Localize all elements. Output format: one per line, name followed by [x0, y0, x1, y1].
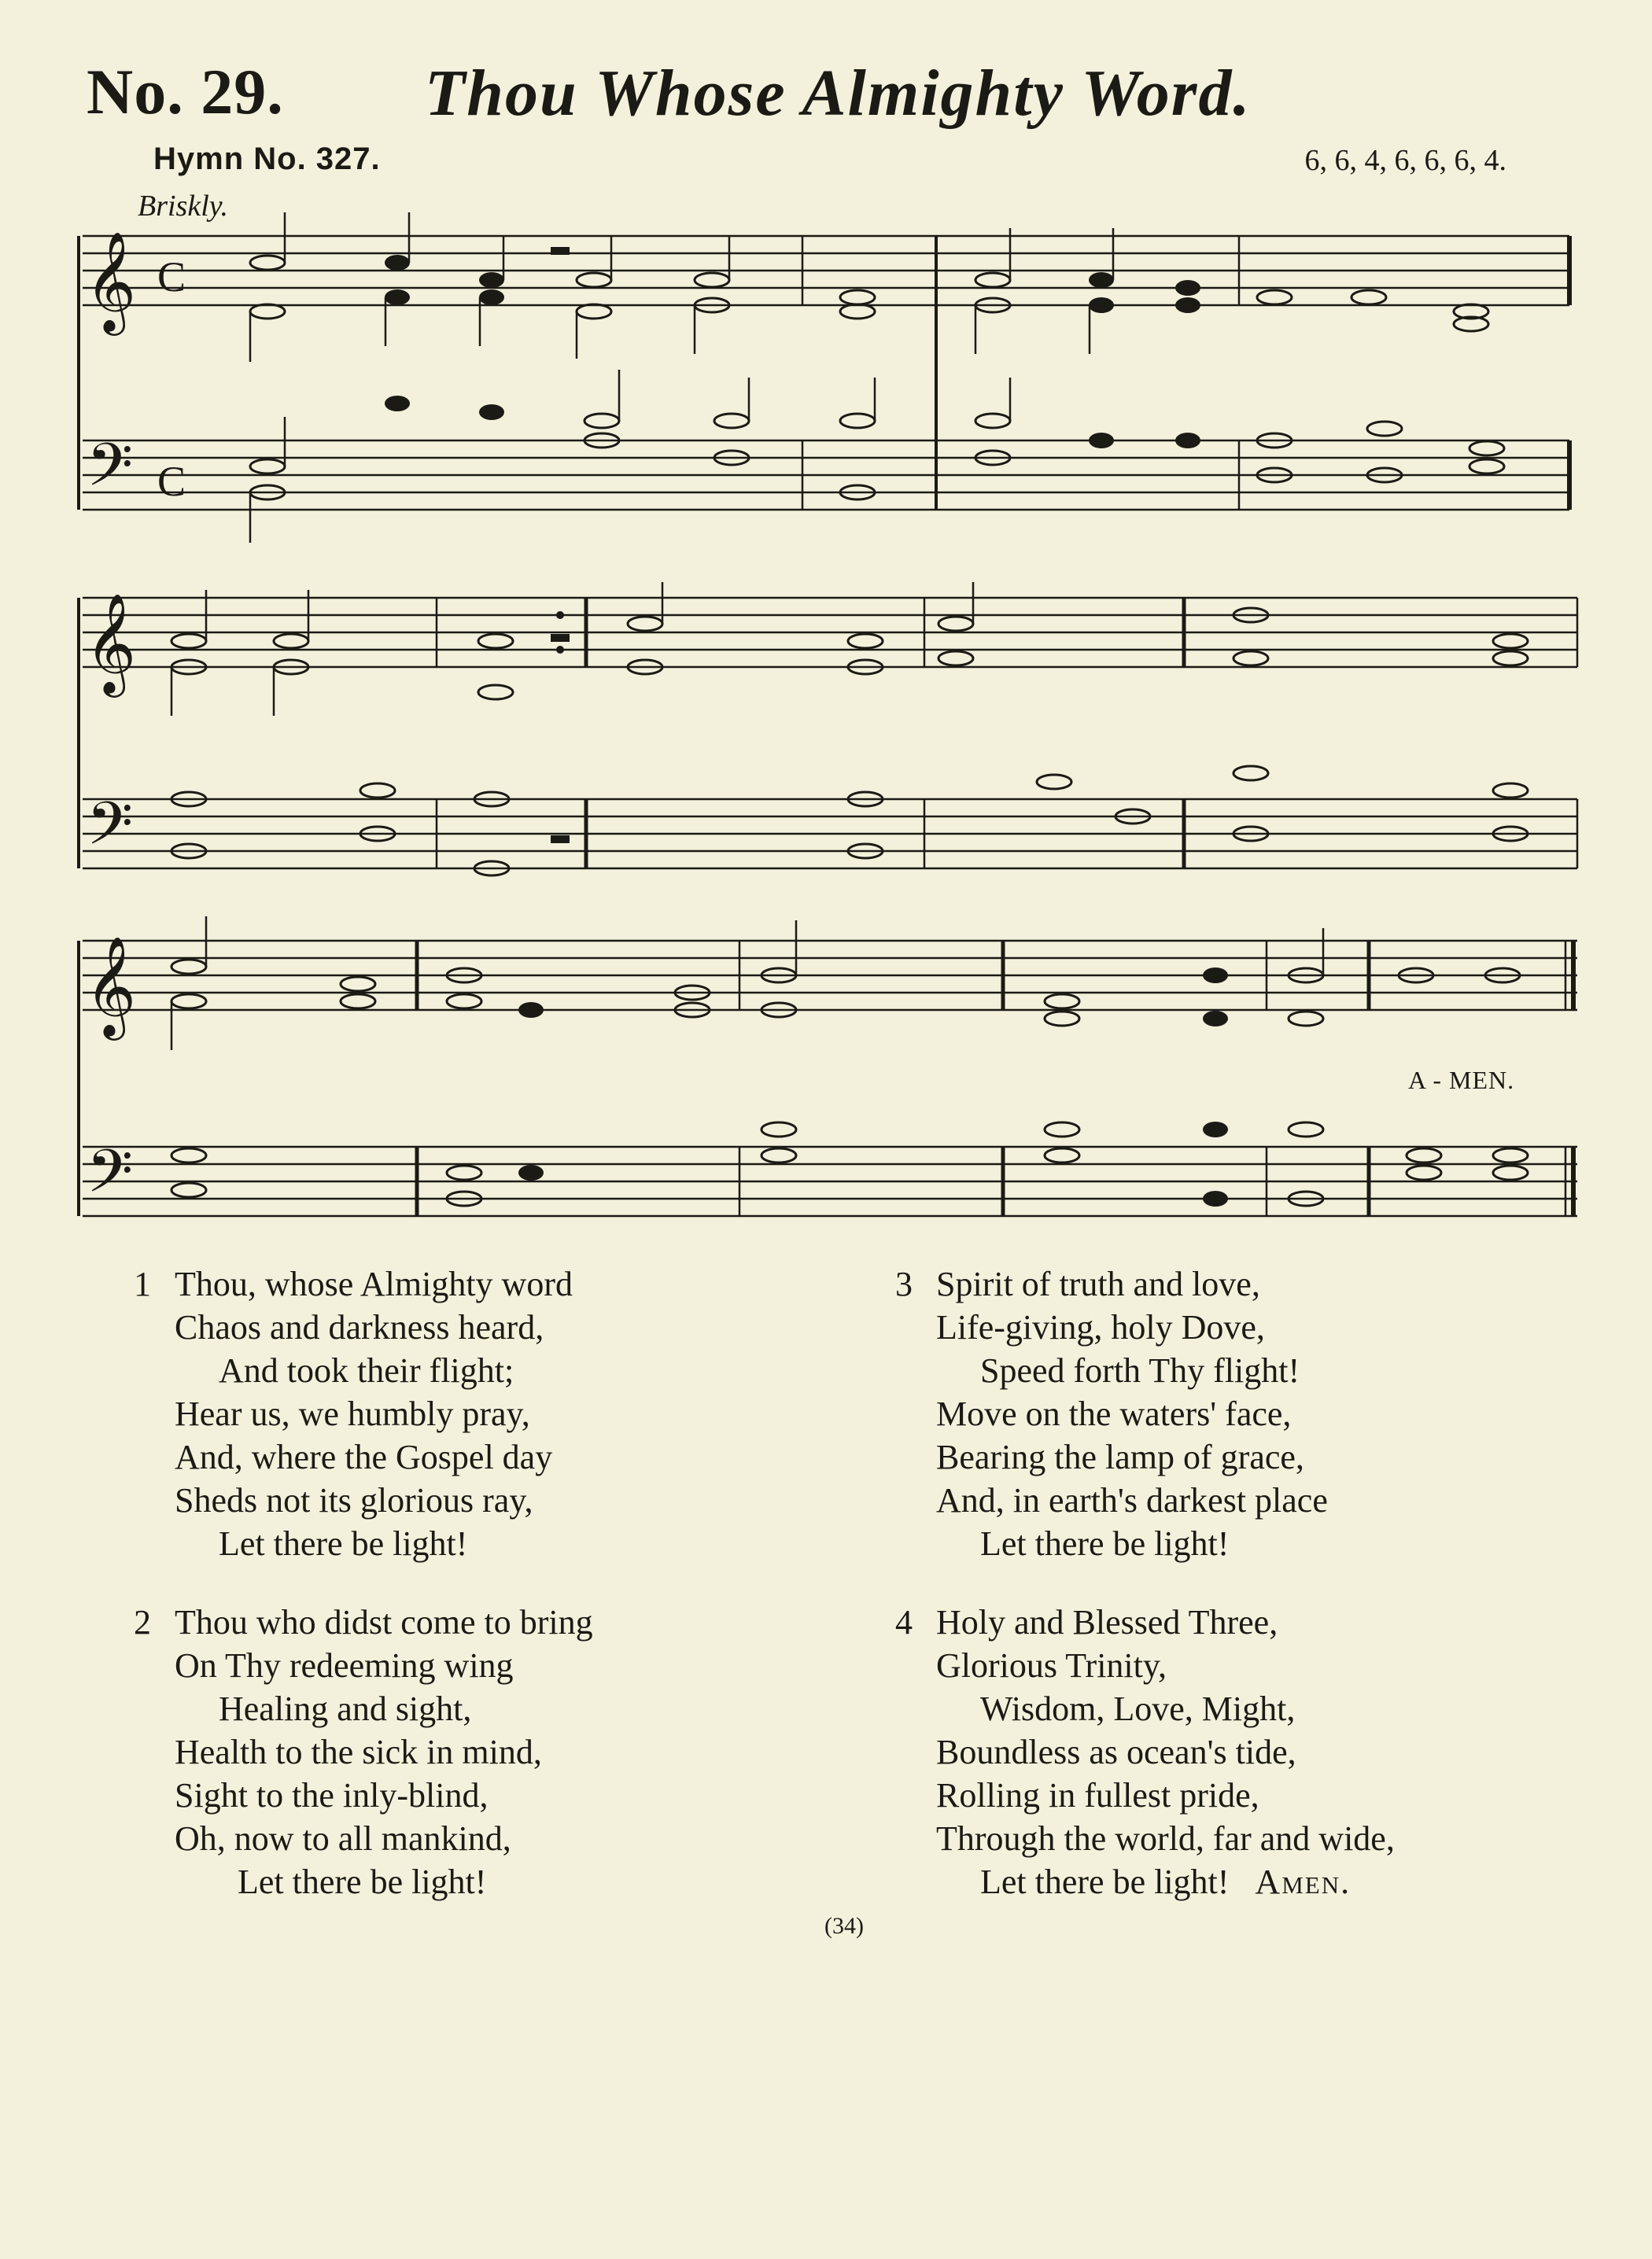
verse-number: 3: [895, 1265, 913, 1303]
verse-line: Healing and sight,: [219, 1690, 472, 1728]
verse-line: Let there be light!: [219, 1524, 468, 1563]
svg-text:𝄢: 𝄢: [87, 1137, 134, 1221]
staff-system-1-treble: [83, 236, 1569, 305]
verse-final-line: [936, 1860, 1395, 1903]
verse-line: Wisdom, Love, Might,: [980, 1690, 1296, 1728]
hymn-meter: 6, 6, 4, 6, 6, 6, 4.: [1304, 144, 1506, 177]
staff-system-1-bass: [83, 440, 1569, 510]
amen-lyric: A - MEN.: [1408, 1066, 1515, 1094]
amen-closing: Amen.: [1255, 1863, 1351, 1901]
verse-line: Glorious Trinity,: [936, 1646, 1167, 1685]
hymn-number: No. 29.: [87, 56, 284, 127]
verse-line: Hear us, we humbly pray,: [175, 1395, 530, 1433]
verse-line: Through the world, far and wide,: [936, 1819, 1395, 1858]
verse-line: Thou who didst come to bring: [175, 1603, 593, 1642]
svg-text:𝄞: 𝄞: [85, 592, 137, 693]
tempo-marking: Briskly.: [138, 190, 229, 223]
page-number: (34): [824, 1913, 864, 1939]
svg-text:𝄞: 𝄞: [85, 230, 137, 331]
svg-text:C: C: [157, 458, 186, 505]
staff-system-2-bass: [83, 799, 1577, 868]
verse-line: And took their flight;: [219, 1351, 514, 1390]
verse-line: And, in earth's darkest place: [936, 1481, 1328, 1520]
verse-line: Health to the sick in mind,: [175, 1733, 542, 1771]
verse-line: Move on the waters' face,: [936, 1395, 1292, 1433]
verse-line: Life-giving, holy Dove,: [936, 1308, 1265, 1347]
verse-line: Chaos and darkness heard,: [175, 1308, 544, 1347]
verse-line: And, where the Gospel day: [175, 1438, 553, 1476]
verse-line: Let there be light!: [980, 1863, 1230, 1901]
verse-line: On Thy redeeming wing: [175, 1646, 514, 1685]
verse-line: Spirit of truth and love,: [936, 1265, 1260, 1303]
verse-line: Oh, now to all mankind,: [175, 1819, 511, 1858]
verse-line: Let there be light!: [980, 1524, 1230, 1563]
verse-line: Sight to the inly-blind,: [175, 1776, 489, 1815]
svg-text:𝄢: 𝄢: [87, 430, 134, 514]
staff-system-3-bass: [83, 1147, 1577, 1216]
hymn-title: Thou Whose Almighty Word.: [425, 57, 1252, 130]
svg-text:C: C: [157, 253, 186, 300]
hymn-reference: Hymn No. 327.: [153, 142, 381, 176]
verse-line: Speed forth Thy flight!: [980, 1351, 1300, 1390]
verse-line: Sheds not its glorious ray,: [175, 1481, 533, 1520]
svg-text:𝄢: 𝄢: [87, 789, 134, 873]
verse-line: Boundless as ocean's tide,: [936, 1733, 1296, 1771]
staff-system-2-treble: [83, 598, 1577, 667]
verse-line: Bearing the lamp of grace,: [936, 1438, 1304, 1476]
verse-number: 4: [895, 1603, 913, 1642]
verse-line: Let there be light!: [238, 1863, 487, 1901]
verse-number: 1: [134, 1265, 151, 1303]
verse-line: Rolling in fullest pride,: [936, 1776, 1259, 1815]
staff-system-3-treble: [83, 941, 1577, 1010]
verse-line: Holy and Blessed Three,: [936, 1603, 1278, 1642]
svg-text:𝄞: 𝄞: [85, 935, 137, 1036]
verse-line: Thou, whose Almighty word: [175, 1265, 573, 1303]
verse-number: 2: [134, 1603, 151, 1642]
